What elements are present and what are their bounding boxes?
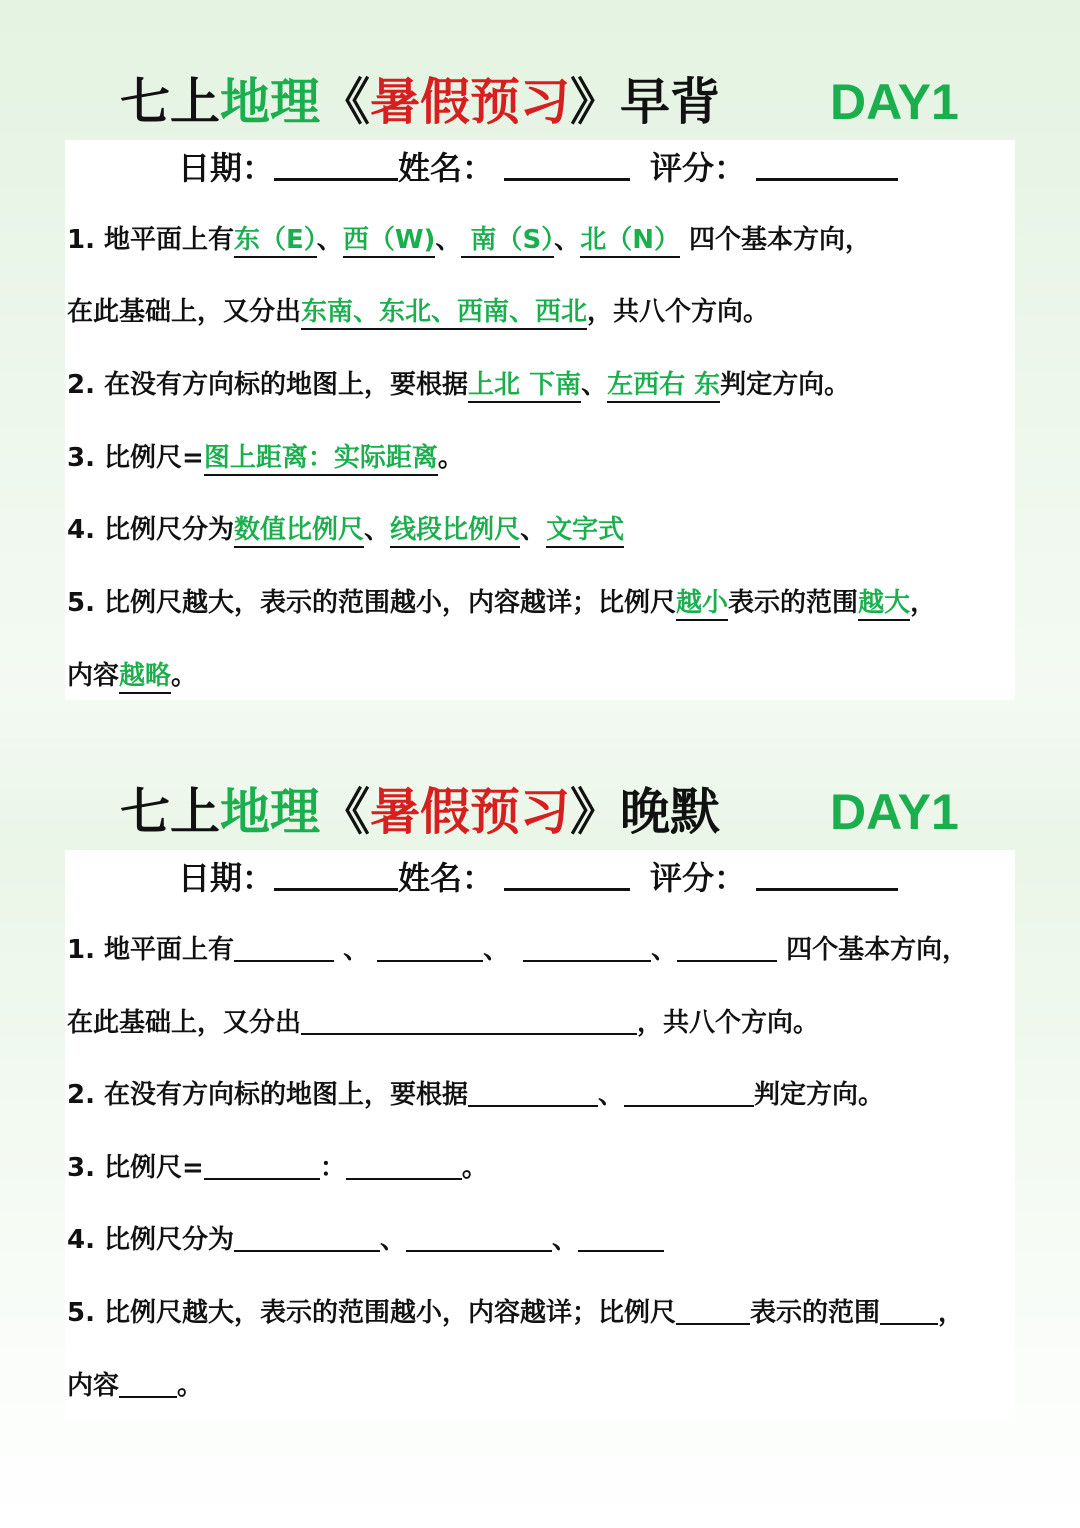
- morning-q1-line1: [67, 222, 871, 258]
- q1-text2-end: ，共八个方向。: [637, 1008, 820, 1038]
- q3-text-end: 。: [461, 1153, 488, 1183]
- morning-q5-line1: [67, 585, 936, 621]
- blank-line-scale[interactable]: [406, 1228, 552, 1252]
- evening-q5-line1: [67, 1295, 964, 1331]
- q1-text2: 在此基础上，又分出: [67, 297, 302, 327]
- evening-q2: [67, 1077, 884, 1113]
- separator: 、: [380, 1225, 407, 1255]
- separator: 、: [651, 935, 678, 965]
- separator: ：: [319, 1153, 346, 1183]
- q2-text-end: 判定方向。: [754, 1080, 885, 1110]
- answer-smaller: 越小: [676, 588, 728, 621]
- answer-north: 北（N）: [580, 225, 680, 258]
- q3-text: 3. 比例尺=: [67, 443, 204, 473]
- title-prefix: 七上: [120, 73, 220, 131]
- morning-q5-line2: [67, 658, 197, 694]
- name-label: 姓名：: [398, 859, 495, 897]
- score-label: 评分：: [650, 859, 747, 897]
- q1-text-end: 四个基本方向，: [777, 935, 969, 965]
- separator: 、: [552, 1225, 579, 1255]
- answer-south: 南（S）: [461, 225, 554, 258]
- morning-q1-line2: [67, 294, 769, 330]
- answer-left-right: 左西右 东: [607, 370, 720, 403]
- answer-line-scale: 线段比例尺: [390, 515, 520, 548]
- q4-text: 4. 比例尺分为: [67, 515, 235, 545]
- blank-larger[interactable]: [880, 1301, 938, 1325]
- blank-south[interactable]: [523, 938, 651, 962]
- q3-text: 3. 比例尺=: [67, 1153, 204, 1183]
- title-bracket-left: 《: [320, 783, 370, 841]
- blank-smaller[interactable]: [676, 1301, 750, 1325]
- evening-info-row: [110, 858, 898, 898]
- date-label: 日期：: [178, 859, 275, 897]
- q5-text-end: ，: [910, 588, 937, 618]
- name-field[interactable]: [504, 152, 630, 181]
- date-field[interactable]: [274, 152, 398, 181]
- blank-intercardinal[interactable]: [301, 1011, 637, 1035]
- blank-numeric-scale[interactable]: [234, 1228, 380, 1252]
- answer-west: 西（W): [343, 225, 436, 258]
- q5-text-mid: 表示的范围: [750, 1298, 881, 1328]
- q5-text: 5. 比例尺越大，表示的范围越小，内容越详；比例尺: [67, 1298, 677, 1328]
- q1-text: 1. 地平面上有: [67, 225, 235, 255]
- blank-text-scale[interactable]: [578, 1228, 664, 1252]
- morning-title: [120, 72, 720, 132]
- evening-day-label: DAY1: [830, 784, 959, 840]
- evening-title: [120, 782, 720, 842]
- answer-east: 东（E）: [234, 225, 317, 258]
- morning-q2: [67, 367, 850, 403]
- q5-text2-end: 。: [171, 661, 198, 691]
- date-label: 日期：: [178, 149, 275, 187]
- q5-text2: 内容: [67, 1371, 120, 1401]
- answer-text-scale: 文字式: [546, 515, 624, 548]
- title-prefix: 七上: [120, 783, 220, 841]
- title-bracket-left: 《: [320, 73, 370, 131]
- separator: 、: [554, 225, 581, 255]
- morning-q3: [67, 440, 464, 476]
- title-bracket-right: 》: [570, 783, 620, 841]
- separator: 、: [435, 225, 462, 255]
- q5-text-end: ，: [938, 1298, 965, 1328]
- date-field[interactable]: [274, 862, 398, 891]
- q4-text: 4. 比例尺分为: [67, 1225, 235, 1255]
- score-field[interactable]: [756, 152, 898, 181]
- score-label: 评分：: [650, 149, 747, 187]
- morning-day-label: DAY1: [830, 74, 959, 130]
- q2-text: 2. 在没有方向标的地图上，要根据: [67, 370, 469, 400]
- q5-text2-end: 。: [177, 1371, 204, 1401]
- answer-larger: 越大: [858, 588, 910, 621]
- separator: 、: [581, 370, 608, 400]
- answer-numeric-scale: 数值比例尺: [234, 515, 364, 548]
- morning-q4: [67, 512, 624, 548]
- blank-actual-distance[interactable]: [346, 1156, 462, 1180]
- name-label: 姓名：: [398, 149, 495, 187]
- q1-text2: 在此基础上，又分出: [67, 1008, 302, 1038]
- name-field[interactable]: [504, 862, 630, 891]
- evening-q3: [67, 1150, 488, 1186]
- blank-left-right[interactable]: [624, 1083, 754, 1107]
- q1-text-end: 四个基本方向，: [679, 225, 872, 255]
- answer-scale-formula: 图上距离：实际距离: [204, 443, 438, 476]
- separator: 、: [483, 935, 510, 965]
- separator: 、: [520, 515, 547, 545]
- blank-up-down[interactable]: [468, 1083, 598, 1107]
- q2-text: 2. 在没有方向标的地图上，要根据: [67, 1080, 469, 1110]
- separator: 、: [316, 225, 343, 255]
- q5-text-mid: 表示的范围: [728, 588, 859, 618]
- title-subject: 地理: [220, 73, 320, 131]
- separator: 、: [598, 1080, 625, 1110]
- title-suffix: 晚默: [620, 783, 720, 841]
- q5-text2: 内容: [67, 661, 120, 691]
- title-bracket-right: 》: [570, 73, 620, 131]
- title-suffix: 早背: [620, 73, 720, 131]
- title-subject: 地理: [220, 783, 320, 841]
- evening-q1-line2: [67, 1005, 819, 1041]
- blank-west[interactable]: [377, 938, 483, 962]
- q1-text2-end: ，共八个方向。: [587, 297, 770, 327]
- q5-text: 5. 比例尺越大，表示的范围越小，内容越详；比例尺: [67, 588, 677, 618]
- q1-text: 1. 地平面上有: [67, 935, 235, 965]
- q3-text-end: 。: [437, 443, 464, 473]
- blank-north[interactable]: [677, 938, 777, 962]
- blank-brief[interactable]: [119, 1374, 177, 1398]
- answer-brief: 越略: [119, 661, 171, 694]
- answer-intercardinal: 东南、东北、西南、西北: [301, 297, 587, 330]
- answer-up-down: 上北 下南: [468, 370, 581, 403]
- evening-q1-line1: [67, 932, 968, 968]
- morning-info-row: [110, 148, 898, 188]
- separator: 、: [364, 515, 391, 545]
- blank-map-distance[interactable]: [204, 1156, 320, 1180]
- title-highlight: 暑假预习: [370, 73, 570, 131]
- q2-text-end: 判定方向。: [720, 370, 851, 400]
- blank-east[interactable]: [234, 938, 334, 962]
- separator: 、: [334, 935, 370, 965]
- score-field[interactable]: [756, 862, 898, 891]
- title-highlight: 暑假预习: [370, 783, 570, 841]
- evening-q4: [67, 1222, 664, 1258]
- evening-q5-line2: [67, 1368, 203, 1404]
